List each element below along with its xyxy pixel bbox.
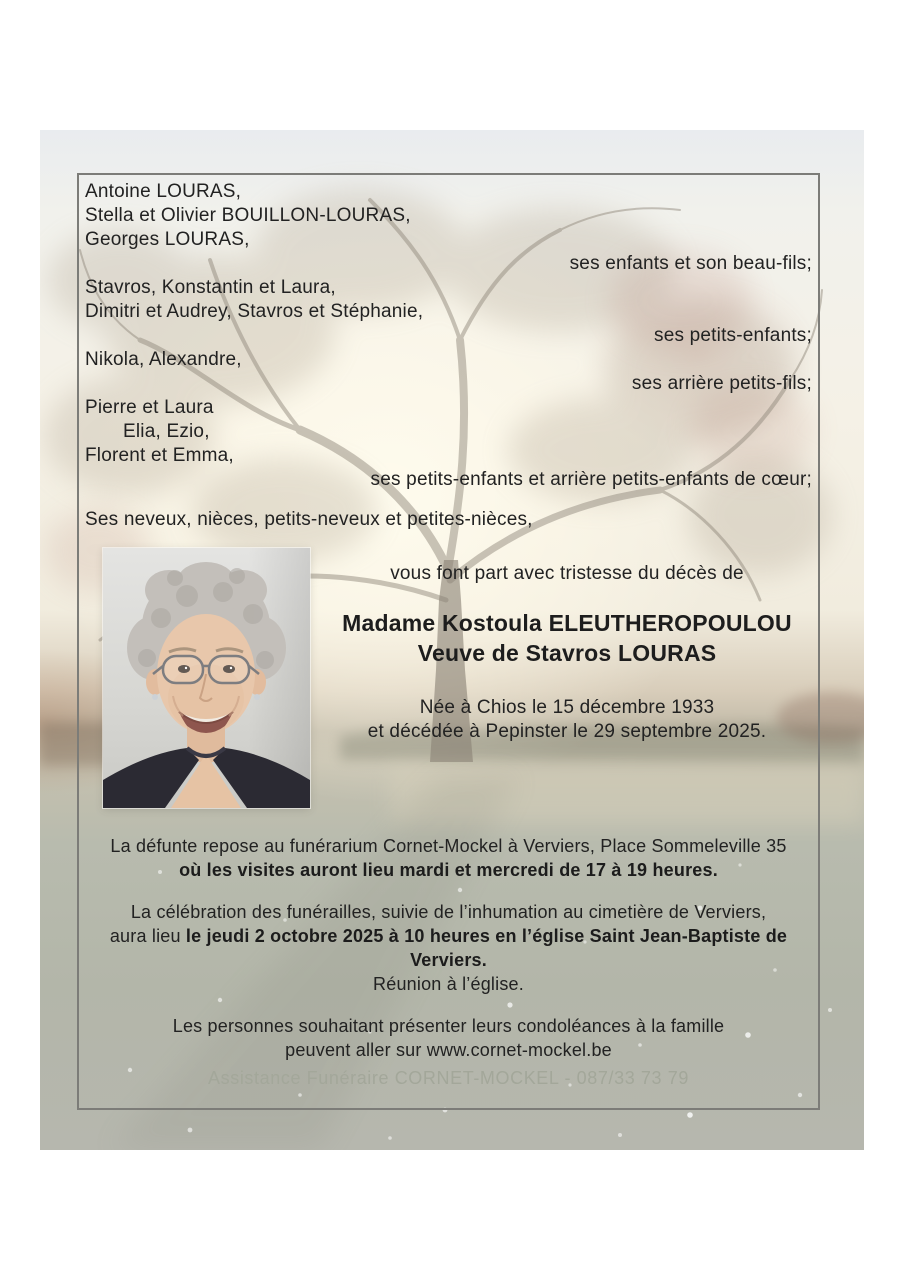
ceremony-city-bold: Verviers.: [410, 950, 487, 970]
great-grandson-name: Nikola, Alexandre,: [85, 349, 242, 370]
heart-family-name: Elia, Ezio,: [123, 421, 210, 442]
grandchildren-relation-label: ses petits-enfants;: [654, 325, 812, 346]
reunion-line: Réunion à l’église.: [373, 974, 524, 994]
grandchild-name: Dimitri et Audrey, Stavros et Stéphanie,: [85, 301, 424, 322]
death-line: et décédée à Pepinster le 29 septembre 2025.: [367, 721, 767, 742]
deceased-name: Madame Kostoula ELEUTHEROPOULOU: [342, 610, 792, 636]
announcement-column: [310, 548, 812, 744]
portrait-photo-illustration: [103, 548, 310, 808]
funeral-home-footer: Assistance Funéraire CORNET-MOCKEL - 087/33 73 79: [208, 1068, 689, 1088]
memorial-card: [40, 130, 864, 1150]
repose-line: La défunte repose au funérarium Cornet-Mockel à Verviers, Place Sommeleville 35: [110, 836, 787, 856]
relatives-line: Ses neveux, nièces, petits-neveux et petites-nièces,: [85, 509, 533, 530]
announcement-intro: vous font part avec tristesse du décès de: [390, 563, 744, 584]
birth-line: Née à Chios le 15 décembre 1933: [419, 697, 715, 718]
deceased-widow-title: Veuve de Stavros LOURAS: [417, 640, 717, 666]
notice-content: [85, 180, 812, 1110]
condolences-line: Les personnes souhaitant présenter leurs condoléances à la famille: [172, 1016, 725, 1036]
child-name: Georges LOURAS,: [85, 229, 250, 250]
child-name: Stella et Olivier BOUILLON-LOURAS,: [85, 205, 411, 226]
heart-family-relation-label: ses petits-enfants et arrière petits-enfants de cœur;: [370, 469, 812, 490]
ceremony-date-bold: le jeudi 2 octobre 2025 à 10 heures en l’église Saint Jean-Baptiste de: [185, 926, 788, 946]
grandchild-name: Stavros, Konstantin et Laura,: [85, 277, 336, 298]
ceremony-intro-line: La célébration des funérailles, suivie de l’inhumation au cimetière de Verviers,: [130, 902, 767, 922]
children-relation-label: ses enfants et son beau-fils;: [569, 253, 812, 274]
child-name: Antoine LOURAS,: [85, 181, 242, 202]
website-prefix: peuvent aller sur: [285, 1040, 427, 1060]
family-names-block: [85, 180, 812, 532]
funeral-details: [85, 834, 812, 1090]
great-grandsons-relation-label: ses arrière petits-fils;: [631, 373, 812, 394]
heart-family-name: Pierre et Laura: [85, 397, 214, 418]
website-link[interactable]: www.cornet-mockel.be: [426, 1040, 612, 1060]
heart-family-name: Florent et Emma,: [85, 445, 234, 466]
photo-and-announcement-row: [85, 548, 812, 808]
ceremony-line: [85, 924, 812, 948]
portrait-photo: [103, 548, 310, 808]
ceremony-prefix: aura lieu: [109, 926, 186, 946]
website-line: [85, 1038, 812, 1062]
visits-line: où les visites auront lieu mardi et mercredi de 17 à 19 heures.: [179, 860, 718, 880]
